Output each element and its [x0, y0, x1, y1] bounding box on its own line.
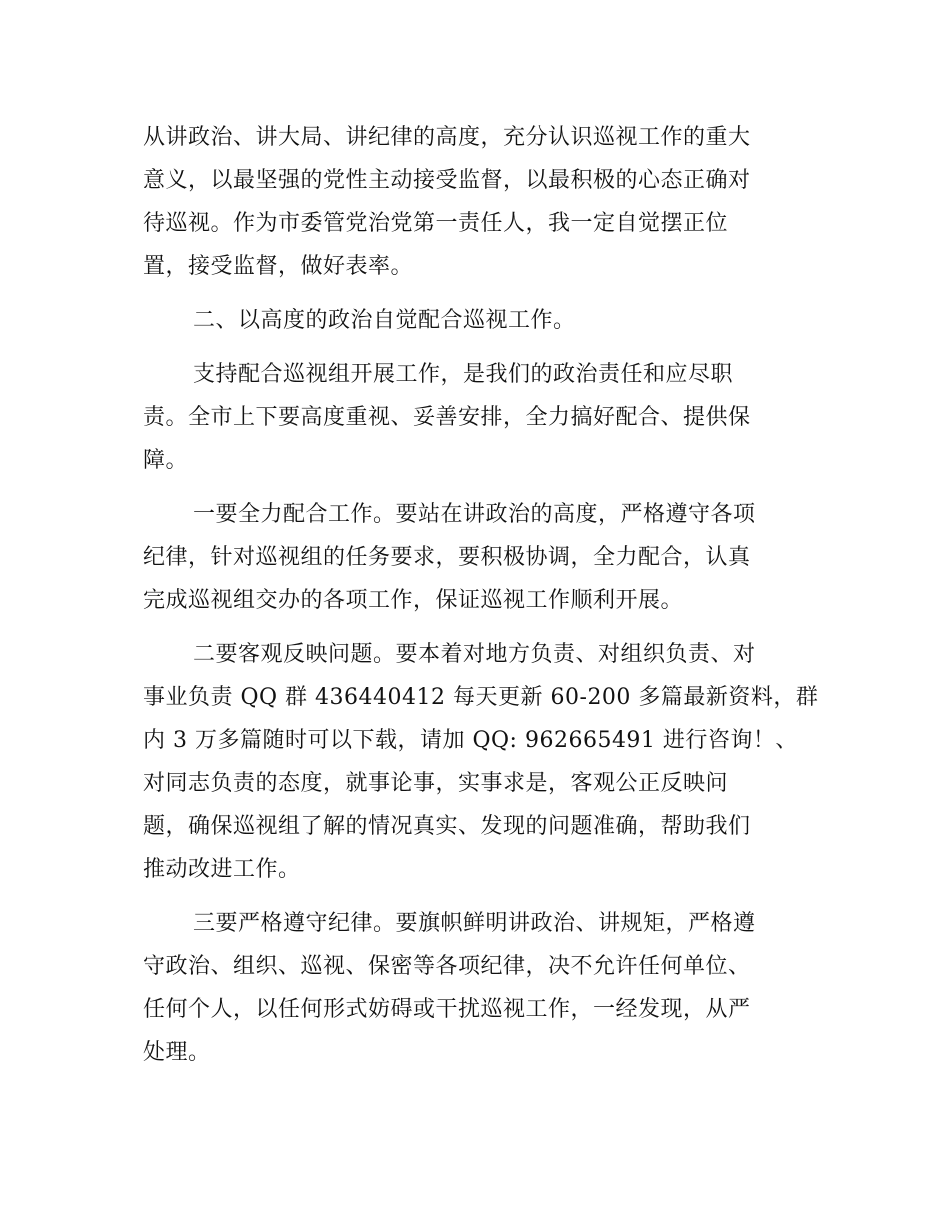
text-line: 从讲政治、讲大局、讲纪律的高度，充分认识巡视工作的重大 [143, 125, 751, 150]
text-line: 守政治、组织、巡视、保密等各项纪律，决不允许任何单位、 [143, 954, 751, 979]
text-line: 障。 [143, 448, 189, 473]
text-line: 责。全市上下要高度重视、妥善安排，全力搞好配合、提供保 [143, 405, 751, 430]
text-line: 一要全力配合工作。要站在讲政治的高度，严格遵守各项 [193, 502, 756, 527]
text-line: 处理。 [143, 1040, 211, 1065]
text-line: 任何个人，以任何形式妨碍或干扰巡视工作，一经发现，从严 [143, 997, 751, 1022]
section-heading: 二、以高度的政治自觉配合巡视工作。 [193, 308, 576, 333]
text-line: 推动改进工作。 [143, 857, 301, 882]
text-line: 完成巡视组交办的各项工作，保证巡视工作顺利开展。 [143, 588, 684, 613]
text-line: 事业负责 QQ 群 436440412 每天更新 60-200 多篇最新资料，群 [143, 685, 819, 710]
text-line: 内 3 万多篇随时可以下载，请加 QQ: 962665491 进行咨询！、 [143, 728, 798, 753]
text-line: 支持配合巡视组开展工作，是我们的政治责任和应尽职 [193, 362, 734, 387]
text-line: 对同志负责的态度，就事论事，实事求是，客观公正反映问 [143, 771, 729, 796]
text-line: 待巡视。作为市委管党治党第一责任人，我一定自觉摆正位 [143, 211, 729, 236]
text-line: 二要客观反映问题。要本着对地方负责、对组织负责、对 [193, 642, 756, 667]
text-line: 意义，以最坚强的党性主动接受监督，以最积极的心态正确对 [143, 168, 751, 193]
text-line: 置，接受监督，做好表率。 [143, 254, 414, 279]
text-line: 纪律，针对巡视组的任务要求，要积极协调，全力配合，认真 [143, 545, 751, 570]
text-line: 三要严格遵守纪律。要旗帜鲜明讲政治、讲规矩，严格遵 [193, 911, 756, 936]
text-line: 题，确保巡视组了解的情况真实、发现的问题准确，帮助我们 [143, 814, 751, 839]
